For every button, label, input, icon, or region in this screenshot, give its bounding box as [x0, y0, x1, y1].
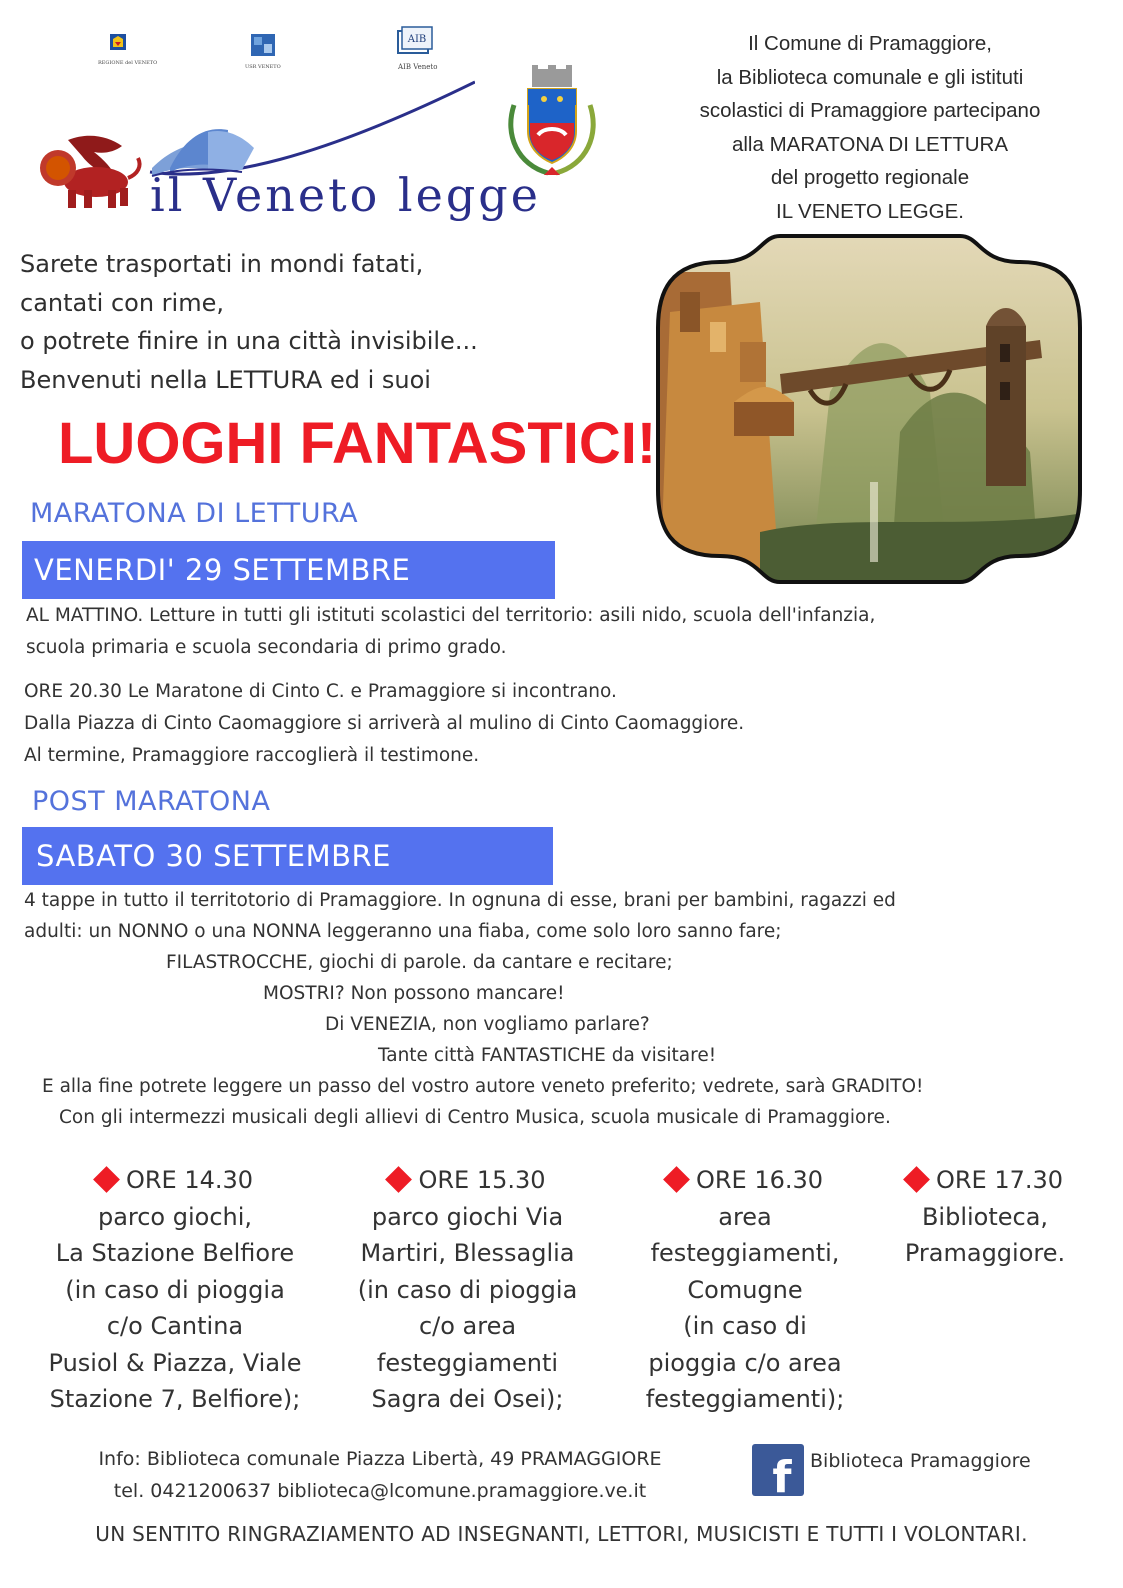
- date-banner-friday: VENERDI' 29 SETTEMBRE: [22, 541, 555, 599]
- stop-line: festeggiamenti,: [650, 1239, 840, 1267]
- regione-veneto-caption: REGIONE del VENETO: [98, 60, 158, 66]
- description-line: Con gli intermezzi musicali degli allievi di Centro Musica, scuola musicale di Pramaggiore.: [59, 1107, 891, 1128]
- evening-readings: [24, 676, 744, 772]
- intro-line: scolastici di Pramaggiore partecipano: [699, 99, 1041, 123]
- facebook-page-name[interactable]: Biblioteca Pramaggiore: [810, 1450, 1031, 1472]
- stop-time-label: ORE 17.30: [935, 1166, 1064, 1194]
- stop-4: [880, 1162, 1090, 1272]
- stop-line: parco giochi Via: [371, 1202, 564, 1231]
- book-icon: [130, 72, 475, 182]
- regione-veneto-logo: [98, 30, 158, 66]
- stop-time-label: ORE 16.30: [695, 1166, 824, 1194]
- description-line: MOSTRI? Non possono mancare!: [263, 983, 565, 1004]
- morning-line: AL MATTINO. Letture in tutti gli istituti scolastici del territorio: asili nido, scuola dell'infanzia,: [26, 605, 876, 626]
- fantasy-city-illustration: [650, 232, 1090, 587]
- stop-line: festeggiamenti: [376, 1348, 559, 1377]
- stop-line: Comugne: [687, 1275, 803, 1304]
- diamond-bullet-icon: [93, 1166, 120, 1193]
- evening-line: Al termine, Pramaggiore raccoglierà il testimone.: [24, 745, 480, 766]
- tagline-line: o potrete finire in una città invisibile...: [20, 327, 478, 355]
- description-line: FILASTROCCHE, giochi di parole. da cantare e recitare;: [166, 952, 673, 973]
- intro-line: del progetto regionale: [770, 166, 970, 190]
- stop-3: [630, 1162, 860, 1418]
- stop-line: (in caso di pioggia: [65, 1275, 285, 1304]
- stop-2: [340, 1162, 595, 1418]
- stop-time-label: ORE 15.30: [418, 1166, 546, 1194]
- tagline: [20, 245, 478, 399]
- tagline-line: Sarete trasportati in mondi fatati,: [20, 250, 424, 278]
- diamond-bullet-icon: [903, 1166, 930, 1193]
- morning-line: scuola primaria e scuola secondaria di primo grado.: [26, 637, 507, 658]
- intro-line: IL VENETO LEGGE.: [776, 199, 964, 223]
- tagline-line: cantati con rime,: [20, 288, 224, 317]
- headline: LUOGHI FANTASTICI!: [58, 411, 657, 476]
- contact-info: [40, 1443, 720, 1507]
- stop-line: parco giochi,: [97, 1202, 253, 1231]
- description-line: Tante città FANTASTICHE da visitare!: [378, 1045, 717, 1066]
- stop-line: Pramaggiore.: [904, 1239, 1066, 1267]
- description-line: adulti: un NONNO o una NONNA leggeranno una fiaba, come solo loro sanno fare;: [24, 921, 782, 942]
- morning-readings: [26, 600, 875, 664]
- stop-line: festeggiamenti);: [645, 1385, 845, 1413]
- stop-line: Pusiol & Piazza, Viale: [48, 1348, 302, 1377]
- description-line: 4 tappe in tutto il territotorio di Pramaggiore. In ognuna di esse, brani per bambini, ragazzi ed: [24, 890, 896, 911]
- intro-line: Il Comune di Pramaggiore,: [748, 32, 992, 55]
- intro-line: la Biblioteca comunale e gli istituti: [716, 65, 1024, 89]
- stop-time: [340, 1162, 595, 1199]
- description-line: E alla fine potrete leggere un passo del vostro autore veneto preferito; vedrete, sarà GRADITO!: [42, 1076, 924, 1097]
- facebook-icon[interactable]: [752, 1444, 804, 1496]
- intro-statement: [640, 27, 1100, 229]
- facebook-icon-letter: f: [772, 1452, 792, 1496]
- stop-line: c/o area: [418, 1312, 517, 1340]
- stop-line: Stazione 7, Belfiore);: [49, 1385, 301, 1413]
- stop-line: pioggia c/o area: [648, 1348, 842, 1377]
- aib-veneto-caption: AIB Veneto: [398, 63, 438, 71]
- stop-line: c/o Cantina: [106, 1312, 244, 1340]
- stop-line: La Stazione Belfiore: [55, 1239, 295, 1267]
- stop-line: Sagra dei Osei);: [371, 1385, 564, 1413]
- aib-veneto-logo-mark: [392, 25, 436, 59]
- usr-veneto-logo: [245, 32, 281, 70]
- coat-of-arms-icon: [500, 65, 605, 183]
- diamond-bullet-icon: [386, 1166, 413, 1193]
- contact-phone-email[interactable]: tel. 0421200637 biblioteca@lcomune.pramaggiore.ve.it: [113, 1480, 647, 1502]
- aib-badge-text: AIB: [407, 34, 427, 45]
- description-line: Di VENEZIA, non vogliamo parlare?: [325, 1014, 650, 1035]
- thanks-message: UN SENTITO RINGRAZIAMENTO AD INSEGNANTI, LETTORI, MUSICISTI E TUTTI I VOLONTARI.: [95, 1522, 1028, 1546]
- evening-line: ORE 20.30 Le Maratone di Cinto C. e Pramaggiore si incontrano.: [24, 681, 617, 702]
- section-post-maratona-title: POST MARATONA: [32, 786, 271, 817]
- post-maratona-description: [0, 885, 1123, 1133]
- stop-1: [30, 1162, 320, 1418]
- stop-time-label: ORE 14.30: [125, 1166, 254, 1194]
- usr-veneto-logo-mark: [245, 32, 281, 60]
- section-maratona-title: MARATONA DI LETTURA: [30, 498, 359, 529]
- brand-wordmark: il Veneto legge: [150, 168, 541, 222]
- diamond-bullet-icon: [663, 1166, 690, 1193]
- stop-time: [30, 1162, 320, 1199]
- stop-line: Martiri, Blessaglia: [360, 1239, 575, 1267]
- stop-line: (in caso di pioggia: [357, 1275, 578, 1304]
- usr-veneto-caption: USR VENETO: [245, 64, 281, 70]
- intro-line: alla MARATONA DI LETTURA: [731, 132, 1009, 156]
- tagline-line: Benvenuti nella LETTURA ed i suoi: [20, 365, 431, 394]
- stop-time: [630, 1162, 860, 1199]
- aib-veneto-logo: [392, 25, 438, 71]
- winged-lion-icon: [26, 130, 146, 212]
- stop-line: (in caso di: [683, 1312, 807, 1340]
- date-banner-saturday: SABATO 30 SETTEMBRE: [22, 827, 553, 885]
- evening-line: Dalla Piazza di Cinto Caomaggiore si arriverà al mulino di Cinto Caomaggiore.: [24, 713, 745, 734]
- stop-line: Biblioteca,: [921, 1202, 1049, 1231]
- stop-line: area: [718, 1202, 772, 1231]
- contact-address: Info: Biblioteca comunale Piazza Libertà, 49 PRAMAGGIORE: [98, 1448, 662, 1470]
- regione-veneto-logo-mark: [98, 30, 138, 56]
- stop-time: [880, 1162, 1090, 1199]
